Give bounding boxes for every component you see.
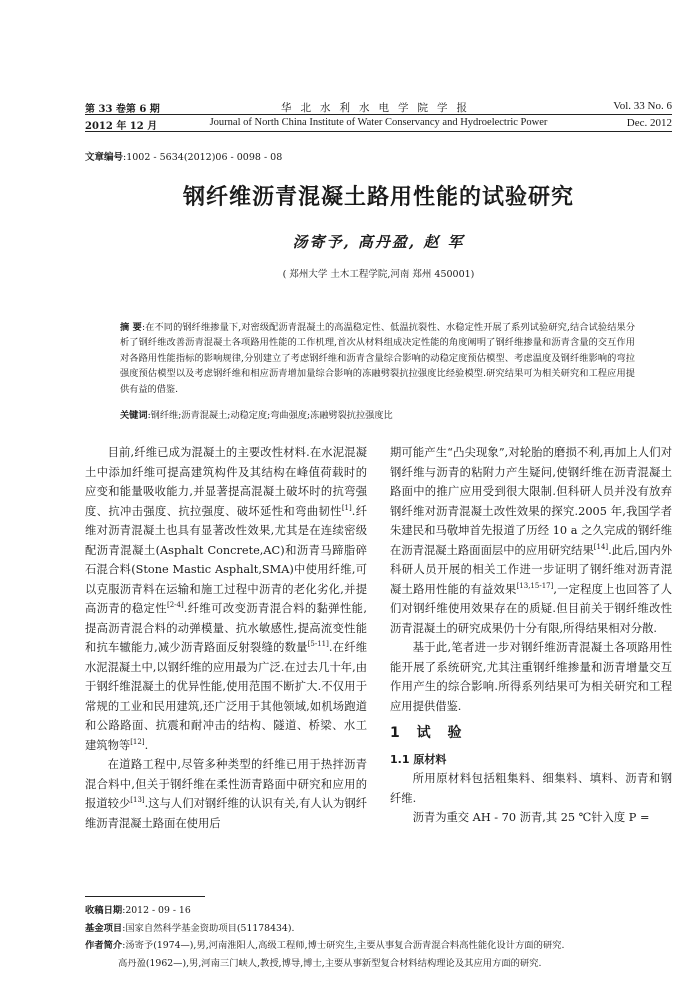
body-column-left — [85, 443, 367, 833]
author-affiliation: ( 郑州大学 土木工程学院,河南 郑州 450001) — [282, 269, 475, 280]
abstract-text: :在不同的钢纤维掺量下,对密级配沥青混凝土的高温稳定性、低温抗裂性、水稳定性开展了系列试验研究,结合试验结果分析了钢纤维改善沥青混凝土各项路用性能的工作机理,首次从材料组成决定性能的角度阐明了钢纤维掺量和沥青含量的交互作用对各路用性能指标的影响规律,分别建立了考虑钢纤维和沥青含量综合影响的动稳定度预估模型、考虑温度及钢纤维影响的弯拉强度预估模型以及考虑钢纤维和相应沥青增加量综合影响的冻融劈裂抗拉强度比经验模型.研究结果可为相关研究和工程应用提供有益的借鉴. — [120, 322, 636, 395]
footnote-label: 作者简介 — [85, 940, 123, 951]
footnote-rule — [85, 896, 205, 897]
article-number-value: :1002 - 5634(2012)06 - 0098 - 08 — [123, 152, 283, 163]
paragraph: 所用原材料包括粗集料、细集料、填料、沥青和钢纤维. — [390, 772, 672, 805]
text-run: . — [144, 738, 149, 752]
footnote-text: :汤寄予(1974—),男,河南淮阳人,高级工程师,博士研究生,主要从事复合沥青混合料高性能化设计方面的研究. — [122, 940, 565, 951]
footnote-author-bio-2: 高丹盈(1962—),男,河南三门峡人,教授,博导,博士,主要从事新型复合材料结构理论及其应用方面的研究. — [118, 958, 542, 969]
text-run: 在道路工程中,尽管多种类型的纤维已用于热拌沥青混合料中,但关于钢纤维在柔性沥青路面中研究和应用的报道较少 — [85, 758, 367, 810]
footnote-text: :2012 - 09 - 16 — [122, 905, 191, 916]
article-number — [85, 149, 282, 163]
journal-name-cn: 华北水利水电学院学报 — [281, 102, 476, 114]
text-run: .在纤维水泥混凝土中,以钢纤维的应用最为广泛.在过去几十年,由于钢纤维混凝土的优异性能,使用范围不断扩大.不仅用于常规的工业和民用建筑,还广泛用于其他领域,如机场跑道和公路路面、抗震和耐冲击的结构、隧道、桥梁、水工建筑物等 — [85, 641, 368, 752]
citation: [5-11] — [307, 640, 329, 649]
paragraph — [85, 755, 367, 833]
header-rule-thick — [85, 131, 672, 132]
subsection-heading: 1.1 原材料 — [390, 752, 447, 766]
text-run: .纤维对沥青混凝土也具有显著改性效果,尤其是在连续密级配沥青混凝土(Asphalt Concrete,AC)和沥青马蹄脂碎石混合料(Stone Mastic Asphalt,SMA)中使用纤维,可以克服沥青料在运输和施工过程中沥青的老化劣化,并提高沥青的稳定性 — [85, 504, 367, 615]
footnote-text: :国家自然科学基金资助项目(51178434). — [122, 923, 295, 934]
abstract — [120, 320, 635, 397]
text-run: .此后,国内外科研人员开展的相关工作进一步证明了钢纤维对沥青混凝土路用性能的有益效果 — [390, 543, 672, 596]
keywords — [120, 408, 635, 423]
paragraph: 沥青为重交 AH - 70 沥青,其 25 ℃针入度 P = — [412, 811, 650, 824]
text-run: .纤维可改变沥青混合料的黏弹性能,提高沥青混合料的动弹模量、抗水敏感性,提高流变性能和抗车辙能力,减少沥青路面反射裂缝的数量 — [85, 602, 367, 654]
paper-title: 钢纤维沥青混凝土路用性能的试验研究 — [182, 185, 574, 210]
citation: [14] — [593, 542, 609, 551]
section-heading: 1 试 验 — [390, 725, 468, 741]
footnote-label: 收稿日期 — [85, 905, 123, 916]
footnote-received — [85, 902, 672, 919]
footnote-fund — [85, 920, 672, 937]
citation: [12] — [130, 737, 145, 746]
citation: [13] — [130, 796, 145, 805]
citation: [13,15-17] — [516, 581, 554, 590]
paragraph — [390, 443, 672, 638]
date-en: Dec. 2012 — [626, 117, 672, 129]
volume-issue-en: Vol. 33 No. 6 — [613, 100, 672, 112]
keywords-text: :钢纤维;沥青混凝土;动稳定度;弯曲强度;冻融劈裂抗拉强度比 — [147, 410, 393, 421]
footnote-author-bio — [85, 937, 672, 954]
text-run: 期可能产生“凸尖现象”,对轮胎的磨损不利,再加上人们对钢纤维与沥青的粘附力产生疑问,使钢纤维在沥青混凝土路面中的推广应用受到很大限制.但科研人员并没有放弃钢纤维对沥青混凝土改性效果的探究.2005 年,我国学者朱建民和马敬坤首先报道了历经 10 a 之久完成的钢纤维在沥青混凝土路面面层中的应用研究结果 — [390, 446, 672, 557]
article-number-label: 文章编号 — [85, 152, 124, 163]
paragraph — [85, 443, 367, 755]
keywords-label: 关键词 — [120, 410, 148, 421]
journal-name-en: Journal of North China Institute of Water Conservancy and Hydroelectric Power — [209, 117, 548, 128]
abstract-label: 摘 要 — [120, 322, 142, 333]
footnote-label: 基金项目 — [85, 923, 123, 934]
text-run: .这与人们对钢纤维的认识有关,有人认为钢纤维沥青混凝土路面在使用后 — [85, 797, 367, 830]
running-header-bottom — [85, 117, 672, 131]
paper-authors: 汤寄予, 高丹盈, 赵 军 — [292, 233, 465, 251]
body-column-right — [390, 443, 672, 828]
citation: [2-4] — [166, 601, 184, 610]
text-run: ,一定程度上也回答了人们对钢纤维使用效果存在的质疑.但目前关于钢纤维改性沥青混凝土的研究成果仍十分有限,所得结果相对分散. — [390, 582, 672, 635]
citation: [1] — [341, 503, 352, 512]
header-rule-thin — [85, 114, 672, 115]
text-run: 目前,纤维已成为混凝土的主要改性材料.在水泥混凝土中添加纤维可提高建筑构件及其结构在峰值荷载时的应变和能量吸收能力,并显著提高混凝土破坏时的抗弯强度、抗冲击强度、抗拉强度、破坏延性和弯曲韧性 — [85, 446, 367, 518]
date-cn: 2012 年 12 月 — [85, 121, 158, 132]
paragraph: 基于此,笔者进一步对钢纤维沥青混凝土各项路用性能开展了系统研究,尤其注重钢纤维掺量和沥青增量交互作用产生的综合影响.所得系列结果可为相关研究和工程应用提供借鉴. — [390, 641, 672, 713]
volume-issue-cn: 第 33 卷第 6 期 — [85, 104, 160, 115]
running-header-top — [85, 100, 672, 114]
